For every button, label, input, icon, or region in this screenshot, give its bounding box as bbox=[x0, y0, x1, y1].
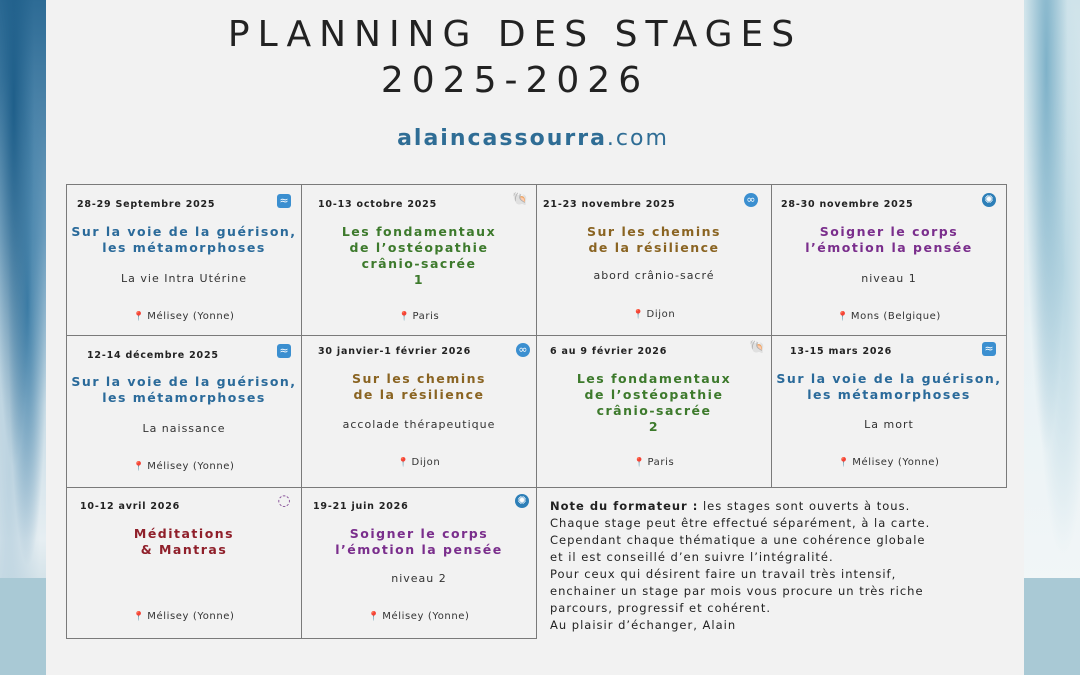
schedule-cell-6 bbox=[301, 335, 537, 488]
left-decoration-band bbox=[0, 578, 46, 675]
cell-subtitle: niveau 1 bbox=[861, 272, 917, 285]
cell-date: 10-12 avril 2026 bbox=[80, 501, 181, 512]
schedule-cell-7 bbox=[536, 335, 772, 488]
location-text: Dijon bbox=[411, 457, 441, 468]
shell-icon: 🐚 bbox=[749, 340, 766, 355]
note-first: les stages sont ouverts à tous. bbox=[698, 499, 911, 513]
cell-location bbox=[302, 311, 536, 322]
pin-icon: 📍 bbox=[133, 612, 146, 622]
cell-date: 21-23 novembre 2025 bbox=[543, 199, 676, 210]
cell-location bbox=[772, 457, 1006, 468]
pin-icon: 📍 bbox=[368, 612, 381, 622]
title-line: crânio-sacrée bbox=[596, 403, 712, 418]
cell-location bbox=[67, 311, 301, 322]
cell-title bbox=[537, 371, 771, 435]
note-first-line bbox=[550, 498, 1000, 515]
infinity-icon: ∞ bbox=[516, 343, 530, 357]
location-text: Mélisey (Yonne) bbox=[147, 461, 235, 472]
title-line: de la résilience bbox=[588, 240, 720, 255]
cell-location bbox=[537, 309, 771, 320]
location-text: Dijon bbox=[646, 309, 676, 320]
schedule-cell-3 bbox=[536, 184, 772, 336]
pin-icon: 📍 bbox=[838, 458, 851, 468]
pin-icon: 📍 bbox=[398, 312, 411, 322]
cell-location bbox=[67, 461, 301, 472]
cell-location bbox=[67, 611, 301, 622]
location-text: Paris bbox=[412, 311, 440, 322]
note-line: et il est conseillé d’en suivre l’intégralité. bbox=[550, 550, 834, 564]
cell-date: 28-29 Septembre 2025 bbox=[77, 199, 216, 210]
infinity-icon: ∞ bbox=[744, 193, 758, 207]
right-decoration bbox=[1024, 0, 1080, 675]
cell-date: 6 au 9 février 2026 bbox=[550, 346, 668, 357]
location-text: Mélisey (Yonne) bbox=[147, 311, 235, 322]
title-line: de l’ostéopathie bbox=[349, 240, 489, 255]
location-text: Mélisey (Yonne) bbox=[852, 457, 940, 468]
cell-location bbox=[302, 457, 536, 468]
cell-subtitle: accolade thérapeutique bbox=[342, 418, 496, 431]
pin-icon: 📍 bbox=[133, 462, 146, 472]
title-line-1: PLANNING DES STAGES bbox=[227, 14, 803, 55]
cell-title bbox=[302, 371, 536, 403]
pin-icon: 📍 bbox=[633, 458, 646, 468]
schedule-cell-9 bbox=[66, 487, 302, 639]
cell-title bbox=[302, 526, 536, 558]
cell-location bbox=[302, 611, 536, 622]
schedule-cell-4 bbox=[771, 184, 1007, 336]
cell-subtitle: niveau 2 bbox=[391, 572, 447, 585]
pin-icon: 📍 bbox=[632, 310, 645, 320]
circle-icon: ◌ bbox=[277, 491, 291, 509]
cell-title bbox=[772, 224, 1006, 256]
title-line: Soigner le corps bbox=[819, 224, 959, 239]
title-line: les métamorphoses bbox=[102, 240, 266, 255]
schedule-cell-10 bbox=[301, 487, 537, 639]
cell-title bbox=[772, 371, 1006, 403]
title-line: les métamorphoses bbox=[102, 390, 266, 405]
note-line: Chaque stage peut être effectué séparément, à la carte. bbox=[550, 516, 931, 530]
title-line: l’émotion la pensée bbox=[335, 542, 503, 557]
title-line: crânio-sacrée bbox=[361, 256, 477, 271]
cell-date: 12-14 décembre 2025 bbox=[87, 350, 219, 361]
note-line: enchainer un stage par mois vous procure un très riche bbox=[550, 584, 924, 598]
cell-title bbox=[67, 526, 301, 558]
cell-date: 30 janvier-1 février 2026 bbox=[318, 346, 471, 357]
right-decoration-band bbox=[1024, 578, 1080, 675]
schedule-cell-5 bbox=[66, 335, 302, 488]
wave-icon: ≈ bbox=[277, 194, 291, 208]
cell-date: 10-13 octobre 2025 bbox=[318, 199, 437, 210]
title-line: 1 bbox=[413, 272, 425, 287]
location-text: Paris bbox=[647, 457, 675, 468]
title-line: Sur la voie de la guérison, bbox=[776, 371, 1002, 386]
pin-icon: 📍 bbox=[837, 312, 849, 322]
cell-title bbox=[67, 224, 301, 256]
wave-icon: ≈ bbox=[277, 344, 291, 358]
cell-title bbox=[67, 374, 301, 406]
wave-icon: ≈ bbox=[982, 342, 996, 356]
note-line: Au plaisir d’échanger, Alain bbox=[550, 618, 737, 632]
title-line: Sur les chemins bbox=[587, 224, 721, 239]
location-text: Mélisey (Yonne) bbox=[382, 611, 470, 622]
note-line: parcours, progressif et cohérent. bbox=[550, 601, 772, 615]
title-line-2: 2025-2026 bbox=[380, 60, 650, 101]
location-text: Mélisey (Yonne) bbox=[147, 611, 235, 622]
schedule-cell-8 bbox=[771, 335, 1007, 488]
title-line: Sur la voie de la guérison, bbox=[71, 224, 297, 239]
title-line: Méditations bbox=[133, 526, 235, 541]
cell-location bbox=[772, 311, 1006, 322]
website-link[interactable] bbox=[0, 124, 1066, 154]
cell-location bbox=[537, 457, 771, 468]
title-line: 2 bbox=[648, 419, 660, 434]
title-line: Les fondamentaux bbox=[576, 371, 732, 386]
website-name: alaincassourra bbox=[397, 126, 607, 151]
cell-subtitle: La mort bbox=[864, 418, 914, 431]
pin-icon: 📍 bbox=[397, 458, 410, 468]
cell-title bbox=[537, 224, 771, 256]
page-title bbox=[0, 12, 1030, 104]
note-line: Cependant chaque thématique a une cohérence globale bbox=[550, 533, 926, 547]
title-line: Sur la voie de la guérison, bbox=[71, 374, 297, 389]
yarn-icon: ✺ bbox=[982, 193, 996, 207]
title-line: Soigner le corps bbox=[349, 526, 489, 541]
location-text: Mons (Belgique) bbox=[850, 311, 941, 322]
title-line: l’émotion la pensée bbox=[805, 240, 973, 255]
cell-date: 28-30 novembre 2025 bbox=[781, 199, 914, 210]
cell-title bbox=[302, 224, 536, 288]
website-tld: .com bbox=[606, 126, 669, 151]
yarn-icon: ✺ bbox=[515, 494, 529, 508]
note-line: Pour ceux qui désirent faire un travail très intensif, bbox=[550, 567, 897, 581]
schedule-cell-2 bbox=[301, 184, 537, 336]
title-line: de l’ostéopathie bbox=[584, 387, 724, 402]
cell-subtitle: abord crânio-sacré bbox=[593, 269, 715, 282]
note-label: Note du formateur : bbox=[550, 499, 699, 513]
cell-subtitle: La naissance bbox=[142, 422, 226, 435]
trainer-note bbox=[550, 498, 1000, 634]
title-line: les métamorphoses bbox=[807, 387, 971, 402]
title-line: de la résilience bbox=[353, 387, 485, 402]
schedule-cell-1 bbox=[66, 184, 302, 336]
cell-date: 13-15 mars 2026 bbox=[790, 346, 893, 357]
cell-subtitle: La vie Intra Utérine bbox=[121, 272, 247, 285]
title-line: Sur les chemins bbox=[352, 371, 486, 386]
shell-icon: 🐚 bbox=[512, 192, 529, 207]
cell-date: 19-21 juin 2026 bbox=[313, 501, 409, 512]
pin-icon: 📍 bbox=[133, 312, 146, 322]
title-line: Les fondamentaux bbox=[341, 224, 497, 239]
title-line: & Mantras bbox=[140, 542, 228, 557]
